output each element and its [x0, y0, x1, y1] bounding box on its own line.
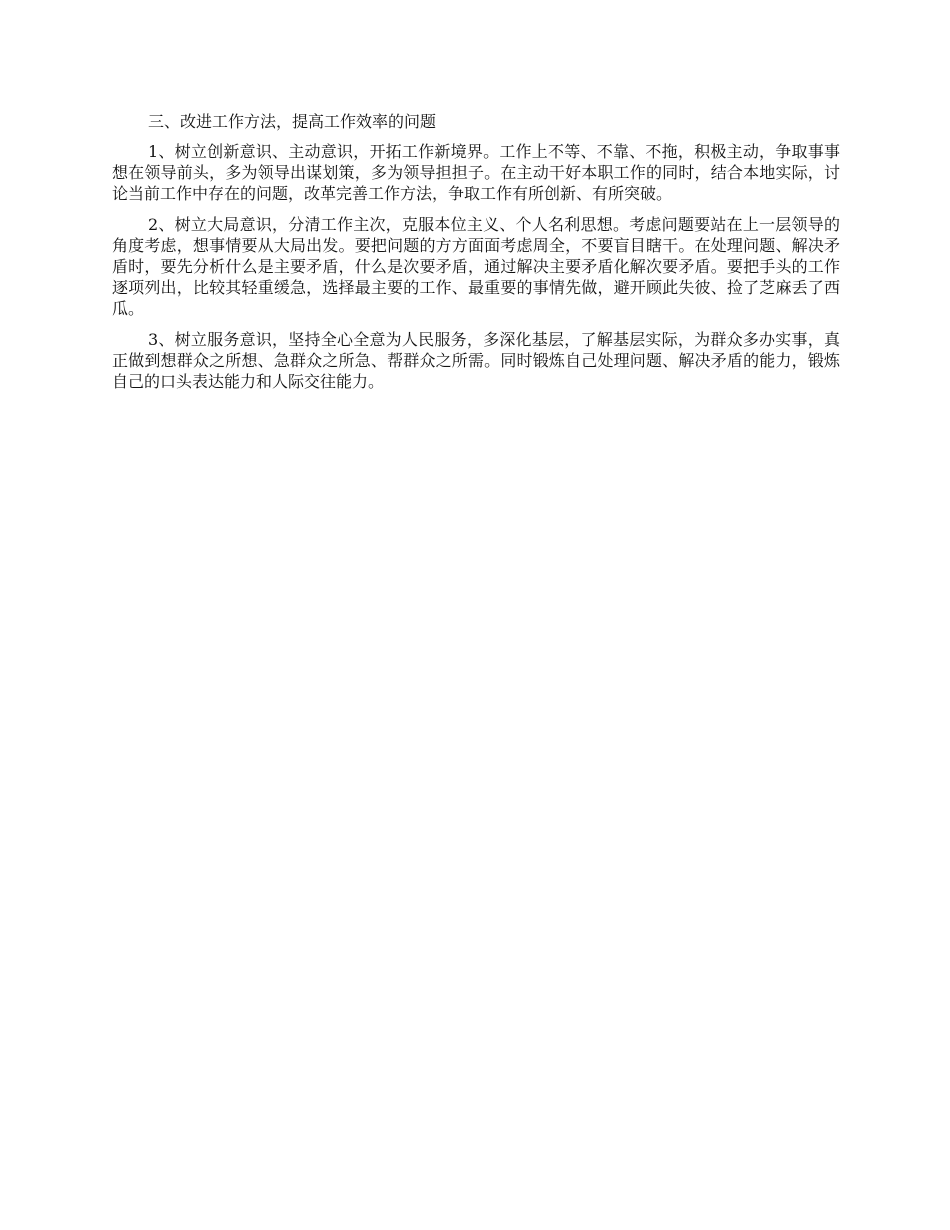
- section-heading: 三、改进工作方法，提高工作效率的问题: [148, 112, 437, 131]
- document-page: [112, 111, 840, 402]
- paragraph-3: 3、树立服务意识，坚持全心全意为人民服务，多深化基层，了解基层实际，为群众多办实事，真正做到想群众之所想、急群众之所急、帮群众之所需。同时锻炼自己处理问题、解决矛盾的能力，锻炼自己的口头表达能力和人际交往能力。: [112, 330, 840, 391]
- paragraph-2: 2、树立大局意识，分清工作主次，克服本位主义、个人名利思想。考虑问题要站在上一层领导的角度考虑，想事情要从大局出发。要把问题的方方面面考虑周全，不要盲目瞎干。在处理问题、解决矛盾时，要先分析什么是主要矛盾，什么是次要矛盾，通过解决主要矛盾化解次要矛盾。要把手头的工作逐项列出，比较其轻重缓急，选择最主要的工作、最重要的事情先做，避开顾此失彼、捡了芝麻丢了西瓜。: [112, 215, 840, 318]
- paragraph-1: 1、树立创新意识、主动意识，开拓工作新境界。工作上不等、不靠、不拖，积极主动，争取事事想在领导前头，多为领导出谋划策，多为领导担担子。在主动干好本职工作的同时，结合本地实际，讨论当前工作中存在的问题，改革完善工作方法，争取工作有所创新、有所突破。: [112, 142, 840, 203]
